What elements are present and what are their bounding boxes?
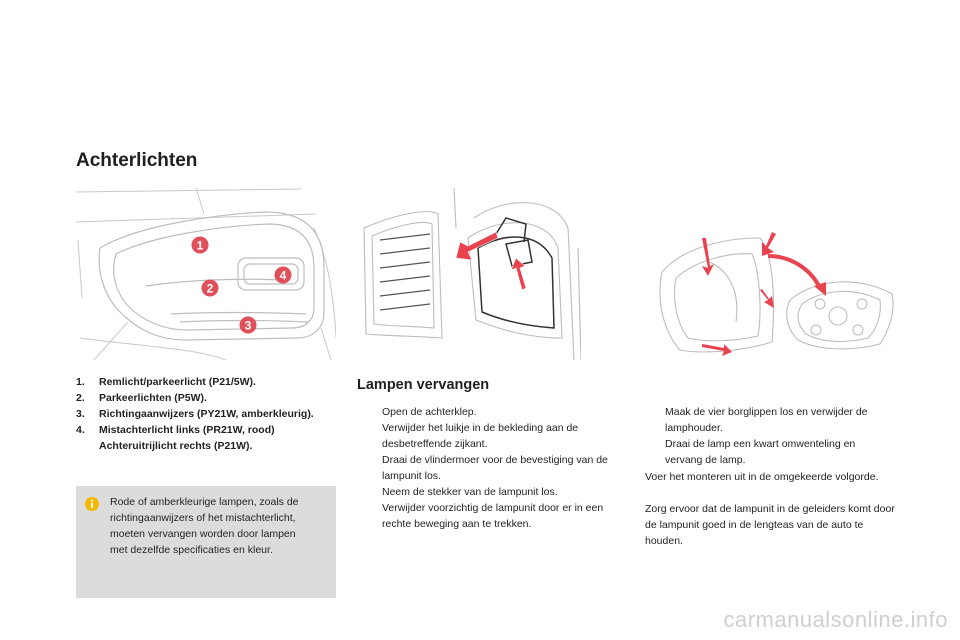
list-item: 4. Mistachterlicht links (PR21W, rood) Achteruitrijlicht rechts (P21W). [76,424,275,452]
list-item: Verwijder het luikje in de bekleding aan de desbetreffende zijkant. [382,422,579,450]
info-note [76,486,336,598]
reassembly-note: Voer het monteren uit in de omgekeerde volgorde. [645,471,879,483]
list-item: 3. Richtingaanwijzers (PY21W, amberkleurig). [76,408,314,420]
lamp-unit-illustration [640,232,900,360]
marker-1 [192,237,209,254]
info-icon [85,497,99,511]
list-item: Draai de lamp een kwart omwenteling en vervang de lamp. [665,438,856,466]
steps-list-continued [645,404,895,468]
list-item: Draai de vlindermoer voor de bevestiging van de lampunit los. [382,454,608,482]
note-text: Rode of amberkleurige lampen, zoals de richtingaanwijzers of het mistachterlicht, moeten vervangen worden door lampen met dezelfde specificaties en kleur. [110,496,299,556]
list-item: Verwijder voorzichtig de lampunit door er in een rechte beweging aan te trekken. [382,502,604,530]
marker-4 [275,267,292,284]
bulb-parts-list [76,374,336,454]
rear-lamp-illustration [76,188,336,360]
list-item: Open de achterklep. [382,406,477,418]
trim-panel-illustration [356,188,581,360]
section-title: Lampen vervangen [357,377,490,393]
svg-text:1: 1 [196,238,204,253]
marker-2 [202,280,219,297]
list-item: Neem de stekker van de lampunit los. [382,486,558,498]
watermark: carmanualsonline.info [723,607,948,632]
svg-text:4: 4 [279,268,287,283]
lamp-position-markers [192,237,292,334]
steps-list [362,404,624,532]
svg-text:3: 3 [244,318,252,333]
page-title: Achterlichten [76,150,198,171]
list-item: 1. Remlicht/parkeerlicht (P21/5W). [76,376,256,388]
svg-text:2: 2 [206,281,214,296]
clip-arrows [702,232,826,356]
removal-arrows [456,232,526,290]
list-item: 2. Parkeerlichten (P5W). [76,392,207,404]
list-item: Maak de vier borglippen los en verwijder de lamphouder. [665,406,868,434]
alignment-note: Zorg ervoor dat de lampunit in de geleiders komt door de lampunit goed in de lengteas van de auto te houden. [645,503,895,547]
marker-3 [240,317,257,334]
